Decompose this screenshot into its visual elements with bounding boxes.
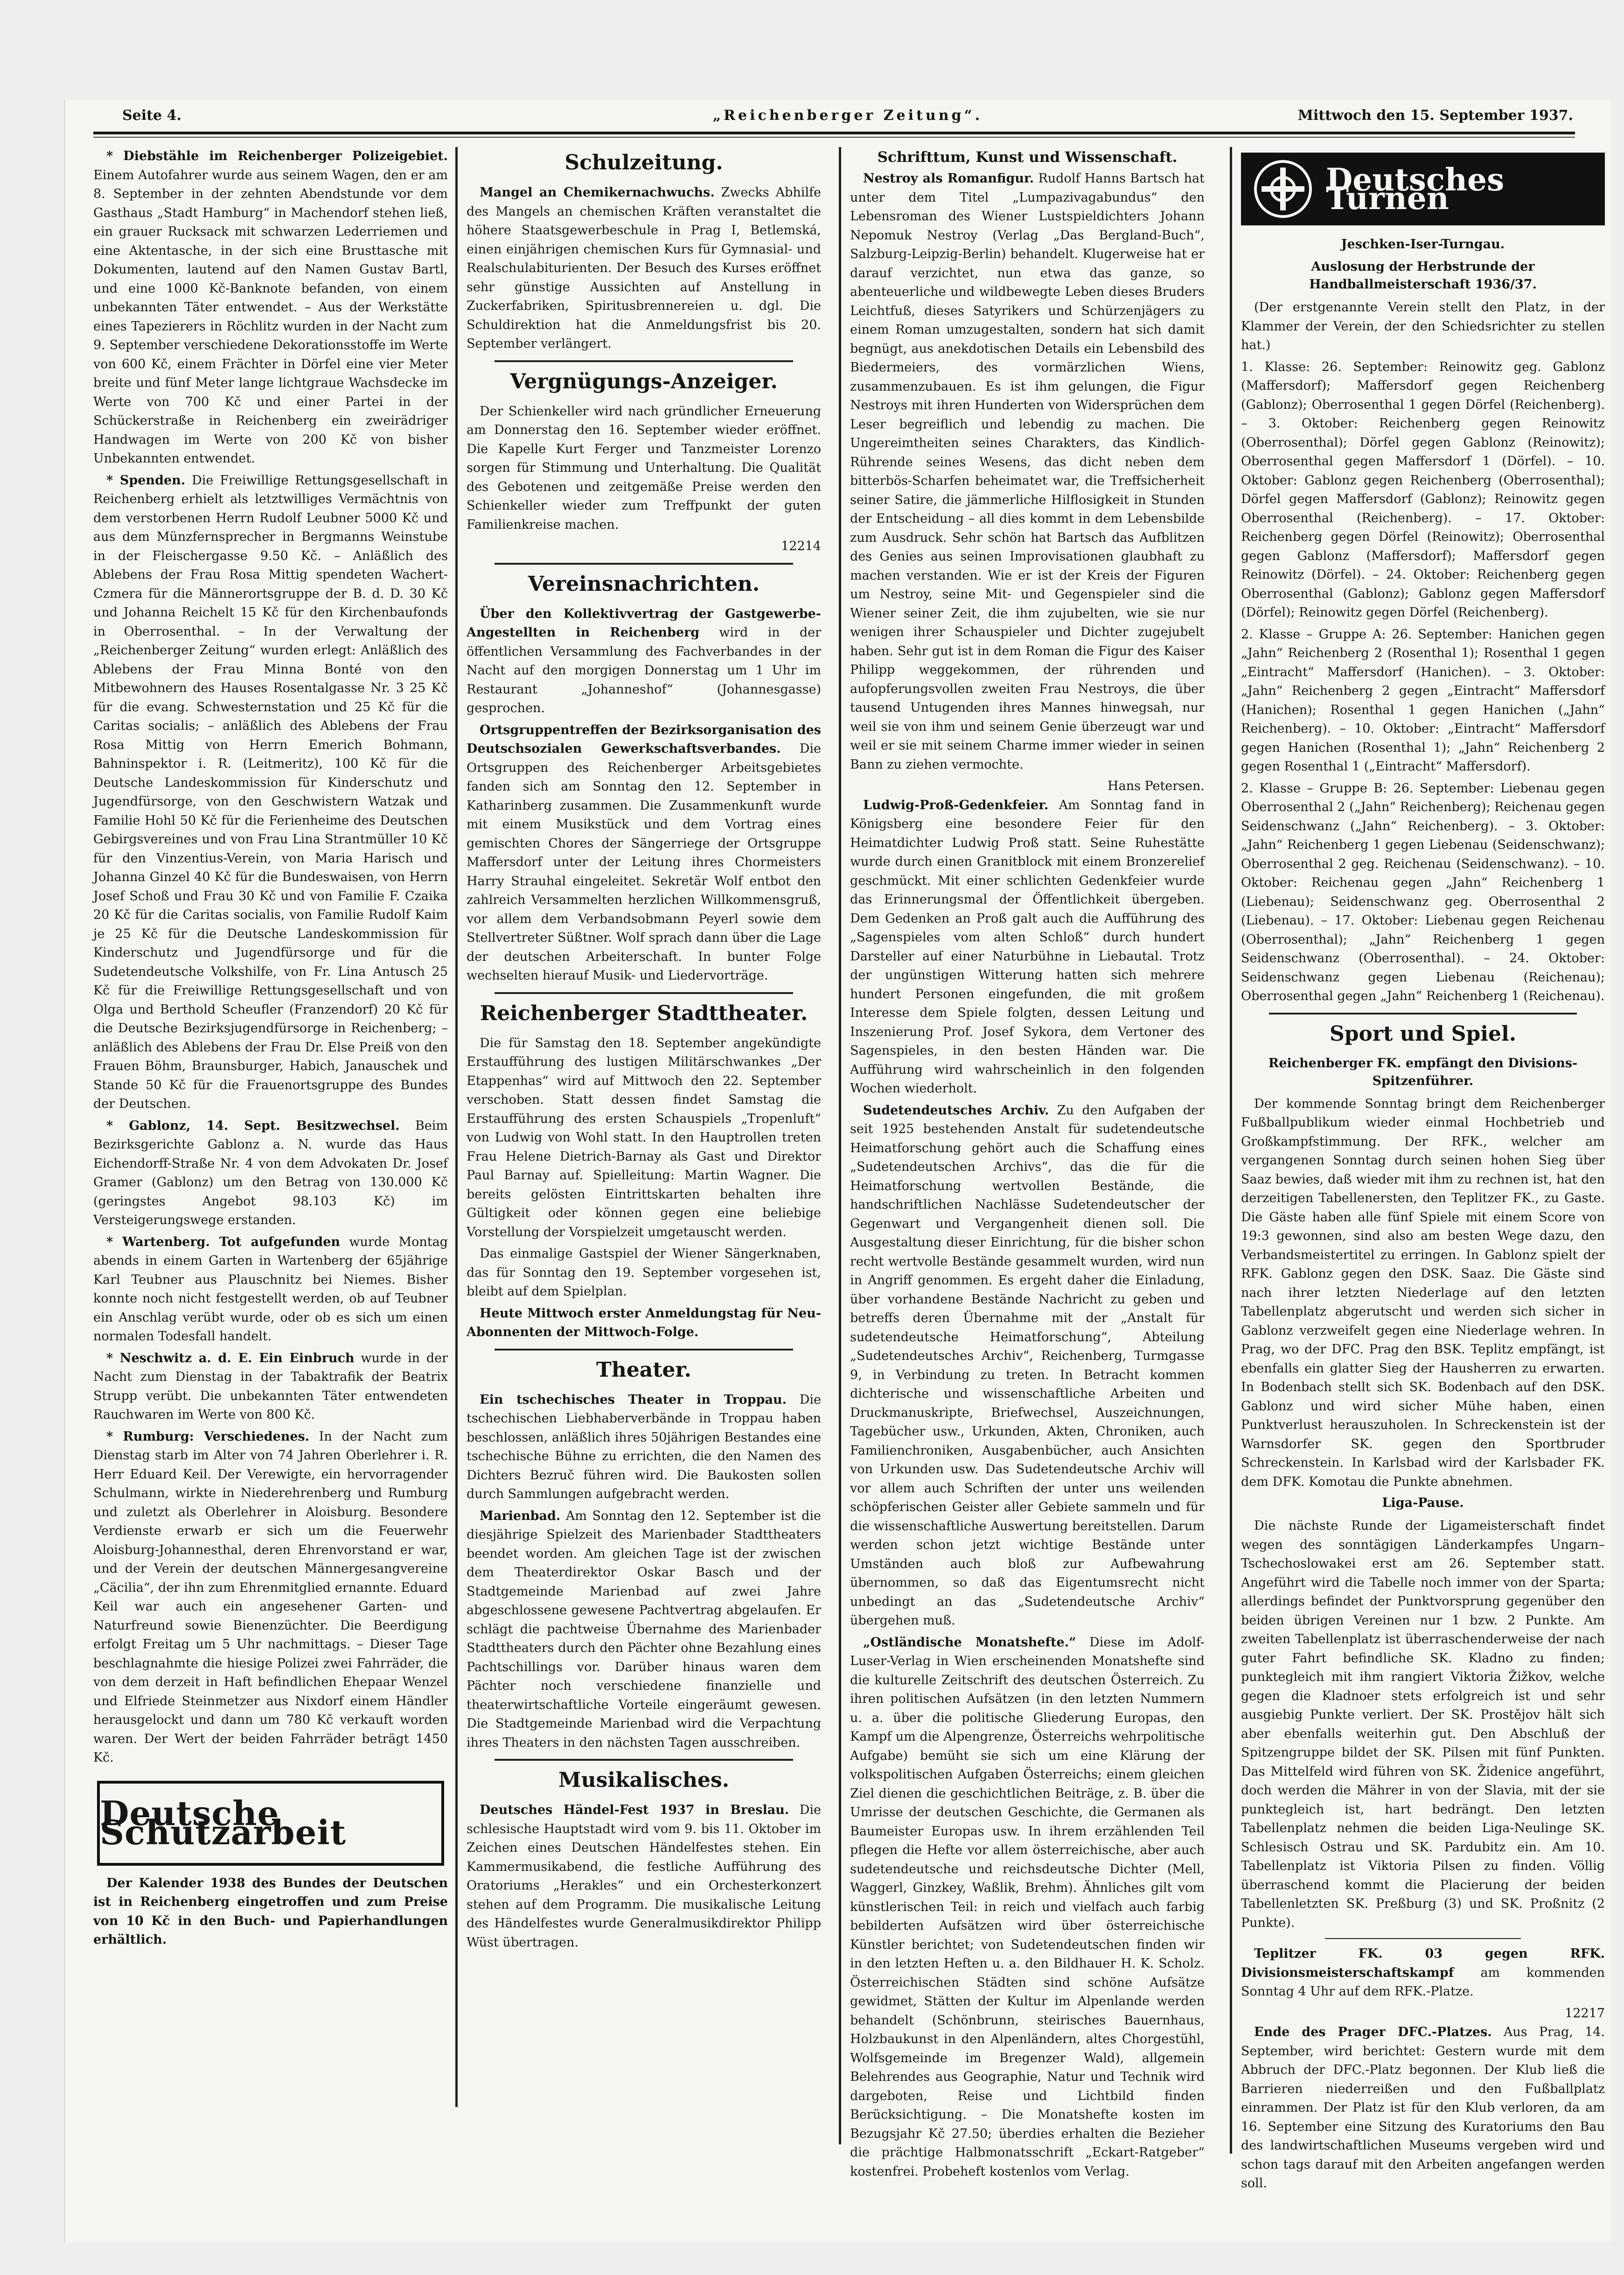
section-heading-turngau: Jeschken-Iser-Turngau. [1341,237,1505,252]
section-heading-schulzeitung: Schulzeitung. [565,151,723,175]
article-haendelfest: Deutsches Händel-Fest 1937 in Breslau. Die schlesische Hauptstadt wird vom 9. bis 11. Oktober im Zeichen eines Deutschen Händelfestes stehen. Ein Kammermusikabend, die festliche Aufführung des Oratoriums „Herakles“ und ein Orchesterkonzert stehen auf dem Programm. Die musikalische Leitung des Händelfestes wurde Generalmusikdirektor Philipp Wüst übertragen. [467,1803,821,1950]
schedule-klasse-2a: 2. Klasse – Gruppe A: 26. September: Hanichen gegen „Jahn“ Reichenberg 2 (Rosenthal 1); Rosenthal 1 gegen „Eintracht“ Maffersdorf (Hanichen). – 3. Oktober: „Jahn“ Reichenberg 2 gegen „Eintracht“ Maffersdorf (Hanichen); Rosenthal 1 gegen Hanichen („Jahn“ Reichenberg). – 10. Oktober: „Eintracht“ Maffersdorf gegen Hanichen (Rosenthal 1); „Jahn“ Reichenberg 2 gegen Rosenthal 1 („Eintracht“ Maffersdorf). [1241,627,1605,774]
ad-number: 12214 [781,539,821,553]
article-nestroy: Nestroy als Romanfigur. Rudolf Hanns Bartsch hat unter dem Titel „Lumpazivagabundus“ den Lebensroman des Wiener Lustspieldichters Johann Nepomuk Nestroy (Verlag „Das Bergland-Buch“, Salzburg-Leipzig-Berlin) behandelt. Klugerweise hat er darauf verzichtet, nun etwa das ganze, so abenteuerliche und wildbewegte Leben dieses Bruders Leichtfuß, dieses Satyrikers und Schürzenjägers zu einem Roman umzugestalten, sondern hat sich damit begnügt, aus anekdotischen Details ein Lebensbild des Biedermeiers, des vormärzlichen Wiens, zusammenzubauen. Es ist ihm gelungen, die Figur Nestroys mit ihren Hunderten von Widersprüchen dem Leser begreiflich und lebendig zu machen. Die Ungereimtheiten seines Charakters, das Kindlich-Rührende seines Wesens, das dicht neben dem bitterbös-Scharfen beheimatet war, die Treffsicherheit seiner Satire, die jämmerliche Hilflosigkeit in Stunden der Entscheidung – all dies kommt in dem Lebensbilde zum Ausdruck. Sehr schön hat Bartsch das Aufblitzen des Genies aus seinen Improvisationen glaubhaft zu machen verstanden. Wie er ist der Kreis der Figuren um Nestroy, seine Mit- und Gegenspieler sind die Wiener seiner Zeit, die ihm zujubelten, wie sie nur wenigen ihrer Schauspieler und Dichter zugejubelt haben. Sehr gut ist in dem Roman die Figur des Kaiser Philipp weggekommen, der rührenden und aufopferungsvollen zweiten Frau Nestroys, die über tausend Untugenden ihres Mannes hinwegsah, nur weil sie von ihm und seinem Genie überzeugt war und weil er sie mit seinem Charme immer wieder in seinen Bann zu ziehen vermochte. [850,171,1205,772]
section-subheading-handball: Auslosung der Herbstrunde der Handballmeisterschaft 1936/37. [1309,259,1537,292]
section-heading-liga: Liga-Pause. [1382,1496,1464,1510]
section-divider [495,992,793,994]
section-heading-schrifttum: Schrifttum, Kunst und Wissenschaft. [877,149,1178,166]
article-schienkeller: Der Schienkeller wird nach gründlicher Erneuerung am Donnerstag den 16. September wieder eröffnet. Die Kapelle Kurt Ferger und Tanzmeister Lorenzo sorgen für Stimmung und Unterhaltung. Die Qualität des Gebotenen und zeitgemäße Preise werden den Schienkeller wieder zum Treffpunkt der guten Familienkreise machen. [467,404,821,532]
section-divider [1269,1013,1577,1015]
masthead [122,107,1573,135]
section-heading-verein: Vereinsnachrichten. [528,572,760,596]
article-gablonz: * Gablonz, 14. Sept. Besitzwechsel. Beim Bezirksgerichte Gablonz a. N. wurde das Haus Eichendorff-Straße Nr. 4 von dem Advokaten Dr. Josef Gramer (Gablonz) um den Betrag von 130.000 Kč (geringstes Angebot 98.103 Kč) im Versteigerungswege erstanden. [93,1118,448,1227]
article-saengerknaben: Das einmalige Gastspiel der Wiener Sängerknaben, das für Sonntag den 19. September vorgesehen ist, bleibt auf dem Spielplan. [467,1246,821,1299]
article-pross: Ludwig-Proß-Gedenkfeier. Am Sonntag fand in Königsberg eine besondere Feier für den Heimatdichter Ludwig Proß statt. Seine Ruhestätte wurde durch einen Granitblock mit einem Bronzerelief geschmückt. Mit einer schlichten Gedenkfeier wurde das Erinnerungsmal der Öffentlichkeit übergeben. Dem Gedenken an Proß galt auch die Aufführung des „Sagenspieles vom alten Schloß“ durch hundert Darsteller auf einer Naturbühne in Liebautal. Trotz der ungünstigen Witterung hatten sich mehrere hundert Personen eingefunden, die mit großem Interesse dem Spiele folgten, dessen Leitung und Inszenierung Prof. Josef Sykora, dem Vertoner des Sagenspieles, in den besten Händen war. Die Aufführung wird wahrscheinlich in den folgenden Wochen wiederholt. [850,798,1205,1096]
section-divider [495,1759,793,1761]
article-wartenberg: * Wartenberg. Tot aufgefunden wurde Montag abends in einem Garten in Wartenberg der 65jährige Karl Teubner aus Plauschnitz bei Niemes. Bisher konnte noch nicht festgestellt werden, ob auf Teubner ein Anschlag verübt wurde, oder ob es sich um einen normalen Todesfall handelt. [93,1234,448,1344]
article-marienbad: Marienbad. Am Sonntag den 12. September ist die diesjährige Spielzeit des Marienbader Stadttheaters beendet worden. Am gleichen Tage ist der zwischen dem Theaterdirektor Oskar Basch und der Stadtgemeinde Marienbad auf zwei Jahre abgeschlossene gewesene Pachtvertrag abgelaufen. Er schlägt die pachtweise Übernahme des Marienbader Stadttheaters durch den Pächter ohne Bezahlung eines Pachtschillings vor. Darüber hinaus waren dem Pächter noch verschiedene finanzielle und theaterwirtschaftliche Vorteile eingeräumt gewesen. Die Stadtgemeinde Marienbad wird die Verpachtung ihres Theaters in den nächsten Tagen ausschreiben. [467,1508,821,1750]
handball-schedule [1241,358,1605,1006]
article-ortsgruppentreffen: Ortsgruppentreffen der Bezirksorganisation des Deutschsozialen Gewerkschaftsverbandes. Die Ortsgruppen des Reichenberger Arbeitsgebietes fanden sich am Sonntag den 12. September in Katharinberg zusammen. Die Zusammenkunft wurde mit einem Musikstück und dem Vortrag eines gemischten Chores der Sängerriege der Ortsgruppe Maffersdorf unter der Leitung ihres Chormeisters Harry Strauhal eingeleitet. Sekretär Wolf entbot den zahlreich Versammelten herzlichen Willkommensgruß, vor allem dem Verbandsobmann Peyerl sowie dem Stellvertreter Süßtner. Wolf sprach dann über die Lage der deutschen Arbeiterschaft. In bunter Folge wechselten hierauf Musik- und Liedervorträge. [467,722,821,983]
section-heading-vergnuegung: Vergnügungs-Anzeiger. [510,369,778,393]
column-divider [839,147,841,2144]
issue-date: Mittwoch den 15. September 1937. [1297,107,1573,124]
article-kollektivvertrag: Über den Kollektivvertrag der Gastgewerbe-Angestellten in Reichenberg wird in der öffentlichen Versammlung des Fachverbandes in der Nacht auf den morgigen Donnerstag um 1 Uhr im Restaurant „Johanneshof“ (Johannesgasse) gesprochen. [467,606,821,715]
article-rfk-teplitz: Der kommende Sonntag bringt dem Reichenberger Fußballpublikum wieder einmal Hochbetrieb und Großkampfstimmung. Der RFK., welcher am vergangenen Sonntag durch seinen hohen Sieg über Saaz bewies, daß wieder mit ihm zu rechnen ist, hat den derzeitigen Tabellenersten, den Teplitzer FK., zu Gaste. Die Gäste haben alle fünf Spiele mit einem Score von 19:3 gewonnen, sind also am besten Wege dazu, den Verbandsmeistertitel zu erringen. In Gablonz spielt der RFK. Gablonz gegen den DSK. Saaz. Die Gäste sind nach ihrer letzten Niederlage auf den letzten Tabellenplatz abgerutscht und werden sich sicher in Gablonz verzweifelt gegen eine Niederlage wehren. In Prag, wo der DFC. Prag den BSK. Teplitz empfängt, ist ebenfalls ein glatter Sieg der Hausherren zu erwarten. In Bodenbach stellt sich SK. Bodenbach auf den DSK. Gablonz und wird sicher Mühe haben, einen Punktverlust herauszuholen. In Schreckenstein ist der Warnsdorfer SK. gegen den Sportbruder Schreckenstein. In Karlsbad wird der Karlsbader FK. dem DFK. Komotau die Punkte abnehmen. [1241,1096,1605,1489]
article-etappenhas: Die für Samstag den 18. September angekündigte Erstaufführung des lustigen Militärschwankes „Der Etappenhas“ wird auf Mittwoch den 22. September verschoben. Statt dessen findet Samstag die Erstaufführung des ersten Schauspiels „Tropenluft“ von Ludwig von Wohl statt. In den Hauptrollen treten Frau Helene Dietrich-Barnay als Gast und Direktor Paul Barnay auf. Spielleitung: Martin Wagner. Die bereits gelösten Eintrittskarten behalten ihre Gültigkeit oder können gegen eine beliebige Vorstellung der Vorspielzeit umgetauscht werden. [467,1036,821,1239]
article-troppau: Ein tschechisches Theater in Troppau. Die tschechischen Liebhaberverbände in Troppau haben beschlossen, anläßlich ihres 50jährigen Bestandes eine tschechische Bühne zu errichten, die den Namen des Dichters Bezruč führen wird. Die Baukosten sollen durch Sammlungen aufgebracht werden. [467,1392,822,1501]
section-divider [1325,1938,1521,1939]
turnen-banner [1241,153,1605,225]
page-number: Seite 4. [122,107,181,124]
section-divider [495,563,793,565]
article-author: Hans Petersen. [1108,779,1205,793]
section-subheading-rfk: Reichenberger FK. empfängt den Divisions-Spitzenführer. [1268,1056,1578,1088]
schutzarbeit-ad-text: Der Kalender 1938 des Bundes der Deutschen ist in Reichenberg eingetroffen und zum Preise von 10 Kč in den Buch- und Papierhandlungen erhältlich. [93,1876,448,1947]
section-divider [495,360,793,362]
masthead-rule [93,132,1575,134]
column-divider [1230,147,1232,2154]
column-divider [455,147,458,2107]
article-monatshefte: „Ostländische Monatshefte.“ Diese im Adolf-Luser-Verlag in Wien erscheinenden Monatshefte sind die kulturelle Zeitschrift des deutschen Österreich. Zu ihren politischen Aufsätzen (in den letzten Nummern u. a. über die politische Gliederung Europas, den Kampf um die Alpengrenze, Österreichs wehrpolitische Aufgabe) bemüht sie sich um eine Klärung der volkspolitischen Aufgaben Österreichs; einem gleichen Ziel dienen die geschichtlichen Beiträge, z. B. über die Umrisse der deutschen Geschichte, die Germanen als Baumeister Europas usw. In ihrem erzählenden Teil pflegen die Hefte vor allem österreichische, aber auch sudetendeutsche und reichsdeutsche Dichter (Mell, Waggerl, Ginzkey, Waßlik, Brehm). Ähnliches gilt vom künstlerischen Teil: in reich und vielfach auch farbig bebilderten Aufsätzen wird über österreichische Künstler berichtet; von Sudetendeutschen finden wir in den letzten Heften u. a. den Bildhauer H. K. Scholz. Österreichischen Städten sind schöne Aufsätze gewidmet, Stätten der Kultur im Alpenlande werden behandelt (Schönbrunn, steirisches Bauernhaus, Holzbaukunst in den Alpenländern, altes Chorgestühl, Wolfsgemeinde im Bregenzer Wald), allgemein Belehrendes aus Geographie, Natur und Technik wird dargeboten, Reise und Lichtbild finden Berücksichtigung. – Die Monatshefte kosten im Bezugsjahr Kč 27.50; überdies erhalten die Bezieher die prächtige Halbmonatsschrift „Eckart-Ratgeber“ kostenfrei. Probeheft kostenlos vom Verlag. [850,1635,1205,2179]
article-spenden: * Spenden. Die Freiwillige Rettungsgesellschaft in Reichenberg erhielt als letztwilliges Vermächtnis von dem verstorbenen Herrn Rudolf Leubner 5000 Kč und aus dem Münzfernsprecher in Bergmanns Weinstube in der Fleischergasse 9.50 Kč. – Anläßlich des Ablebens der Frau Rosa Mittig spendeten Wachert-Czmera für die Männerortsgruppe der B. d. D. 30 Kč und Johanna Reichelt 15 Kč für den Kirchenbaufonds in Oberrosenthal. – In der Verwaltung der „Reichenberger Zeitung“ wurden erlegt: Anläßlich des Ablebens der Frau Minna Bonté von den Mitbewohnern des Hauses Rosentalgasse Nr. 3 25 Kč für die evang. Schwesternstation und 25 Kč für die Caritas socialis; – anläßlich des Ablebens der Frau Rosa Mittig von Herrn Emerich Bohmann, Bahninspektor i. R. (Leitmeritz), 100 Kč für die Deutsche Landeskommission für Kinderschutz und Jugendfürsorge, von den Geschwistern Watzak und Familie Hohl 50 Kč für die Ferienheime des Deutschen Gebirgsvereines und von Frau Lina Strantmüller 10 Kč für den Vinzentius-Verein, von Maria Harisch und Johanna Ginzel 40 Kč für die Bundeswaisen, von Herrn Josef Schoß und Frau 30 Kč und von Familie F. Czaika 20 Kč für die Caritas socialis, von Familie Rudolf Kaim je 25 Kč für die Deutsche Landeskommission für Kinderschutz und Jugendfürsorge und für die Sudetendeutsche Volkshilfe, von Fr. Lina Antusch 25 Kč für die Freiwillige Rettungsgesellschaft und von Olga und Berthold Scheufler (Franzendorf) 20 Kč für die Deutsche Bezirksjugendfürsorge in Reichenberg; – anläßlich des Ablebens der Frau Dr. Else Preiß von den Frauen Böhm, Braunsburger, Habich, Janauschek und Stande 50 Kč für die Frauenortsgruppe des Bundes der Deutschen. [93,473,448,1111]
schedule-klasse-1: 1. Klasse: 26. September: Reinowitz geg. Gablonz (Maffersdorf); Maffersdorf gegen Reichenberg (Gablonz); Oberrosenthal 1 gegen Dörfel (Reichenberg). – 3. Oktober: Reichenberg gegen Reinowitz (Oberrosenthal); Dörfel gegen Gablonz (Reinowitz); Oberrosenthal gegen Maffersdorf 1 (Dörfel). – 10. Oktober: Gablonz gegen Reichenberg (Oberrosenthal); Dörfel gegen Maffersdorf (Gablonz); Reinowitz gegen Oberrosenthal (Reichenberg). – 17. Oktober: Reichenberg gegen Dörfel (Reinowitz); Oberrosenthal gegen Gablonz (Maffersdorf); Maffersdorf gegen Reinowitz (Dörfel). – 24. Oktober: Reichenberg gegen Oberrosenthal (Gablonz); Gablonz gegen Maffersdorf (Dörfel); Reinowitz gegen Dörfel (Reichenberg). [1241,359,1605,620]
schedule-klasse-2b: 2. Klasse – Gruppe B: 26. September: Liebenau gegen Oberrosenthal 2 („Jahn“ Reichenberg); Reichenau gegen Seidenschwanz („Jahn“ Reichenberg). – 3. Oktober: „Jahn“ Reichenberg 1 gegen Liebenau (Seidenschwanz); Oberrosenthal 2 geg. Reichenau (Seidenschwanz). – 10. Oktober: Reichenau gegen „Jahn“ Reichenberg 1 (Liebenau); Seidenschwanz geg. Oberrosenthal 2 (Liebenau). – 17. Oktober: Liebenau gegen Reichenau (Oberrosenthal); „Jahn“ Reichenberg 1 gegen Seidenschwanz (Oberrosenthal). – 24. Oktober: Seidenschwanz gegen Liebenau (Reichenau); Oberrosenthal gegen „Jahn“ Reichenberg 1 (Reichenau). [1241,781,1605,1003]
masthead-rule-thin [93,137,1575,138]
article-dfc-platz: Ende des Prager DFC.-Platzes. Aus Prag, 14. September, wird berichtet: Gestern wurde mit dem Abbruch der DFC.-Platz begonnen. Der Klub ließ die Barrieren niederreißen und den Fußballplatz einrammen. Der Platz ist für den Klub verloren, da am 16. September eine Sitzung des Kuratoriums den Bau des landwirtschaftlichen Museums vergeben wird und schon tags darauf mit den Arbeiten angefangen werden soll. [1241,2025,1605,2191]
article-rumburg: * Rumburg: Verschiedenes. In der Nacht zum Dienstag starb im Alter von 74 Jahren Oberlehrer i. R. Herr Eduard Keil. Der Verewigte, ein hervorragender Schulmann, wirkte in Niederehrenberg und Rumburg und zuletzt als Oberlehrer in Aloisburg. Besondere Verdienste erwarb er sich um die Feuerwehr Aloisburg-Johannesthal, deren Ehrenvorstand er war, und der Verein der deutschen Männergesangvereine „Cäcilia“, der ihn zum Ehrenmitglied ernannte. Eduard Keil war auch ein angesehener Garten- und Naturfreund sowie Bienenzüchter. Die Beerdigung erfolgt Freitag um 5 Uhr nachmittags. – Dieser Tage beschlagnahmte die hiesige Polizei zwei Fahrräder, die von dem derzeit in Haft befindlichen Ehepaar Wenzel und Elfriede Steinmetzer aus Nixdorf einem Händler herausgelockt und dann um 780 Kč verkauft worden waren. Der Wert der beiden Fahrräder beträgt 1450 Kč. [93,1429,448,1765]
turner-cross-icon [1254,160,1312,218]
column-culture [850,147,1205,2179]
newspaper-title: „Reichenberger Zeitung“. [712,107,983,124]
article-abonnenten: Heute Mittwoch erster Anmeldungstag für Neu-Abonnenten der Mittwoch-Folge. [467,1306,821,1339]
article-chemiker: Mangel an Chemikernachwuchs. Zwecks Abhilfe des Mangels an chemischen Kräften veranstaltet die höhere Staatsgewerbeschule in Prag I, Betlemská, einen einjährigen chemischen Kurs für Gymnasial- und Realschulabiturienten. Der Besuch des Kurses eröffnet sehr günstige Aussichten auf Anstellung in Zuckerfabriken, Spiritusbrennereien u. dgl. Die Schuldirektion hat die Anmeldungsfrist bis 20. September verlängert. [467,185,821,351]
article-diebstaehle: * Diebstähle im Reichenberger Polizeigebiet. Einem Autofahrer wurde aus seinem Wagen, den er am 8. September in der zehnten Abendstunde vor dem Gasthaus „Stadt Hamburg“ in Machendorf stehen ließ, ein grauer Rucksack mit schwarzen Lederriemen und eine Aktentasche, in der sich eine Brusttasche mit Dokumenten, lautend auf den Namen Gustav Bartl, und eine 1000 Kč-Banknote befanden, von einem unbekannten Täter entwendet. – Aus der Werkstätte eines Tapezierers in Röchlitz wurden in der Nacht zum 9. September verschiedene Dekorationsstoffe im Werte von 600 Kč, einem Frächter in Dörfel eine vier Meter breite und fünf Meter lange lichtgraue Wachsdecke im Werte von 700 Kč und einer Partei in der Schückerstraße in Reichenberg ein zweirädriger Handwagen im Werte von 200 Kč von bisher Unbekannten entwendet. [93,149,448,466]
ad-teplitz-rfk: Teplitzer FK. 03 gegen RFK. Divisionsmeisterschaftskampf am kommenden Sonntag 4 Uhr auf dem RFK.-Platze. [1241,1946,1605,1999]
column-sport [1241,147,1605,2191]
schedule-note: (Der erstgenannte Verein stellt den Platz, in der Klammer der Verein, der den Schiedsrichter zu stellen hat.) [1241,300,1605,352]
section-heading-musik: Musikalisches. [558,1768,730,1792]
section-heading-stadttheater: Reichenberger Stadttheater. [480,1001,808,1025]
article-archiv: Sudetendeutsches Archiv. Zu den Aufgaben der seit 1925 bestehenden Anstalt für sudetendeutsche Heimatforschung gehört auch die Schaffung eines „Sudetendeutschen Archivs“, das die für die Heimatforschung wertvollen Bestände, die handschriftlichen Nachlässe Sudetendeutscher der Gegenwart und Vergangenheit dienen soll. Die Ausgestaltung dieser Einrichtung, für die bisher schon recht wertvolle Bestände gesammelt wurden, wird nun in Angriff genommen. Es ergeht daher die Einladung, über vorhandene Bestände Nachricht zu geben und betreffs deren Übernahme mit der „Anstalt für sudetendeutsche Heimatforschung“, Abteilung „Sudetendeutsches Archiv“, Reichenberg, Turmgasse 9, in Verbindung zu treten. In Betracht kommen dichterische und wissenschaftliche Arbeiten und Druckmanuskripte, Briefwechsel, Auszeichnungen, Tagebücher usw., Urkunden, Akten, Chroniken, auch Familienchroniken, Ausgabenbücher, auch Ansichten von Urkunden usw. Das Sudetendeutsche Archiv will vor allem auch Schriften der unter uns weilenden schöpferischen Geister aller Gebiete sammeln und für die wissenschaftliche Auswertung bereitstellen. Darum werden schon jetzt wichtige Bestände unter Umständen auch bloß zur Aufbewahrung übernommen, so daß das Eigentumsrecht nicht unbedingt an das „Sudetendeutsche Archiv“ übergehen muß. [850,1103,1205,1628]
column-local-news [93,147,448,2154]
schutzarbeit-ad-box: Deutsche Schutzarbeit [97,1781,444,1866]
article-neschwitz: * Neschwitz a. d. E. Ein Einbruch wurde in der Nacht zum Dienstag in der Tabaktrafik der Beatrix Strupp verübt. Die unbekannten Täter entwendeten Rauchwaren im Werte von 800 Kč. [93,1351,448,1422]
banner-title: Deutsches Turnen [1326,161,1505,217]
section-divider [495,1349,793,1351]
article-liga-pause: Die nächste Runde der Ligameisterschaft findet wegen des sonntägigen Länderkampfes Ungarn–Tschechoslowakei erst am 26. September statt. Angeführt wird die Tabelle noch immer von der Sparta; allerdings befindet der Punktvorsprung gegenüber den beiden übrigen Vereinen nur 1 bzw. 2 Punkte. Am zweiten Tabellenplatz ist überraschenderweise der nach guter Fahrt befindliche SK. Kladno zu finden; punktegleich mit ihm rangiert Viktoria Žižkov, welche gegen die Kladnoer stets erfolgreich ist und sehr ausgiebig Punkte verliert. Der SK. Prostějov hält sich aber ebenfalls weiterhin gut. Den Abschluß der Spitzengruppe bildet der SK. Pilsen mit fünf Punkten. Das Mittelfeld wird führen von SK. Židenice angeführt, doch werden die Mährer in von der Slavia, mit der sie punktegleich ist, hart bedrängt. Den letzten Tabellenplatz nehmen die beiden Liga-Neulinge SK. Schlesisch Ostrau und SK. Pardubitz ein. Am 10. Tabellenplatz ist Viktoria Pilsen zu finden. Völlig überraschend kommt die Placierung der beiden Tabellenletzten SK. Preßburg (3) und SK. Proßnitz (2 Punkte). [1241,1519,1605,1930]
section-heading-theater: Theater. [596,1358,691,1382]
section-heading-sport: Sport und Spiel. [1329,1022,1517,1046]
column-notices [467,147,821,2154]
ad-number: 12217 [1565,2006,1605,2021]
